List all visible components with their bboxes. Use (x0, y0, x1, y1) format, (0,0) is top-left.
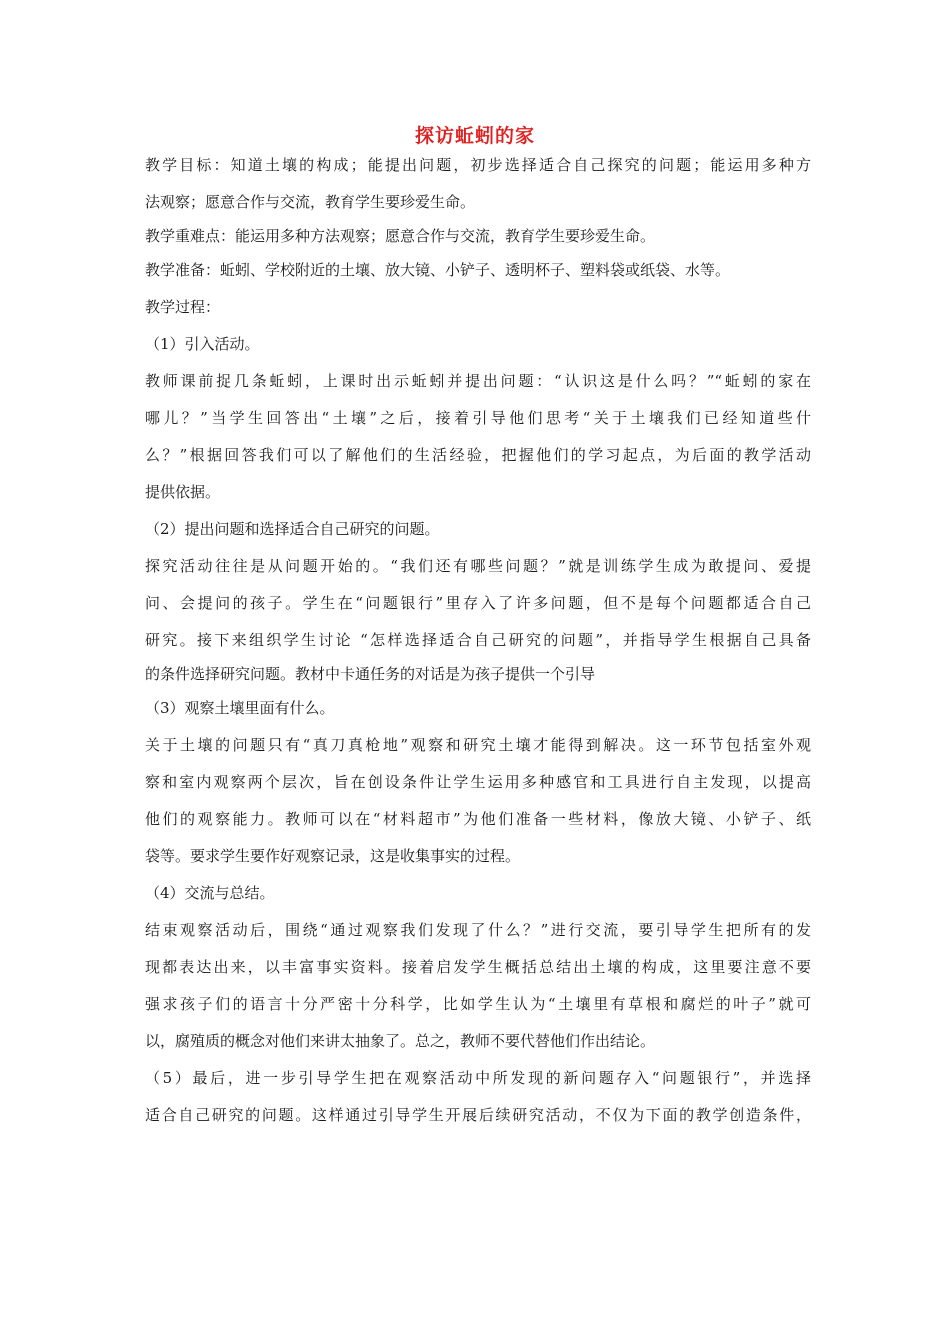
page-title: 探访蚯蚓的家 (414, 125, 535, 147)
text-line: 提供依据。 (145, 483, 221, 501)
text-line: 么？”根据回答我们可以了解他们的生活经验，把握他们的学习起点，为后面的教学活动 (145, 446, 811, 464)
text-line: 法观察；愿意合作与交流，教育学生要珍爱生命。 (145, 193, 476, 211)
text-line: （5）最后，进一步引导学生把在观察活动中所发现的新问题存入“问题银行”，并选择 (145, 1069, 811, 1087)
text-line: 教学目标：知道土壤的构成；能提出问题，初步选择适合自己探究的问题；能运用多种方 (145, 156, 811, 174)
text-line: 探究活动往往是从问题开始的。“我们还有哪些问题？”就是训练学生成为敢提问、爱提 (145, 557, 811, 575)
document-body (145, 147, 811, 1134)
text-line: 适合自己研究的问题。这样通过引导学生开展后续研究活动，不仅为下面的教学创造条件， (145, 1106, 811, 1124)
text-line: 察和室内观察两个层次，旨在创设条件让学生运用多种感官和工具进行自主发现，以提高 (145, 773, 811, 791)
text-line: 以，腐殖质的概念对他们来讲太抽象了。总之，教师不要代替他们作出结论。 (145, 1032, 656, 1050)
text-line: （4）交流与总结。 (145, 884, 275, 902)
text-line: 教师课前捉几条蚯蚓，上课时出示蚯蚓并提出问题：“认识这是什么吗？”“蚯蚓的家在 (145, 372, 811, 390)
text-line: 结束观察活动后，围绕“通过观察我们发现了什么？”进行交流，要引导学生把所有的发 (145, 921, 811, 939)
text-line: 教学重难点：能运用多种方法观察；愿意合作与交流，教育学生要珍爱生命。 (145, 227, 656, 245)
text-line: 强求孩子们的语言十分严密十分科学，比如学生认为“土壤里有草根和腐烂的叶子”就可 (145, 995, 811, 1013)
text-line: 教学准备：蚯蚓、学校附近的土壤、放大镜、小铲子、透明杯子、塑料袋或纸袋、水等。 (145, 261, 731, 279)
text-line: 教学过程： (145, 298, 221, 316)
text-line: 袋等。要求学生要作好观察记录，这是收集事实的过程。 (145, 847, 521, 865)
text-line: 研究。接下来组织学生讨论 “怎样选择适合自己研究的问题”，并指导学生根据自己具备 (145, 631, 811, 649)
text-line: （2）提出问题和选择适合自己研究的问题。 (145, 520, 440, 538)
text-line: 问、会提问的孩子。学生在“问题银行”里存入了许多问题，但不是每个问题都适合自己 (145, 594, 811, 612)
text-line: 的条件选择研究问题。教材中卡通任务的对话是为孩子提供一个引导 (145, 665, 596, 683)
text-line: 现都表达出来，以丰富事实资料。接着启发学生概括总结出土壤的构成，这里要注意不要 (145, 958, 811, 976)
text-line: 关于土壤的问题只有“真刀真枪地”观察和研究土壤才能得到解决。这一环节包括室外观 (145, 736, 811, 754)
text-line: 哪儿？”当学生回答出“土壤”之后，接着引导他们思考“关于土壤我们已经知道些什 (145, 409, 811, 427)
text-line: 他们的观察能力。教师可以在“材料超市”为他们准备一些材料，像放大镜、小铲子、纸 (145, 810, 811, 828)
text-line: （3）观察土壤里面有什么。 (145, 699, 335, 717)
text-line: （1）引入活动。 (145, 335, 260, 353)
